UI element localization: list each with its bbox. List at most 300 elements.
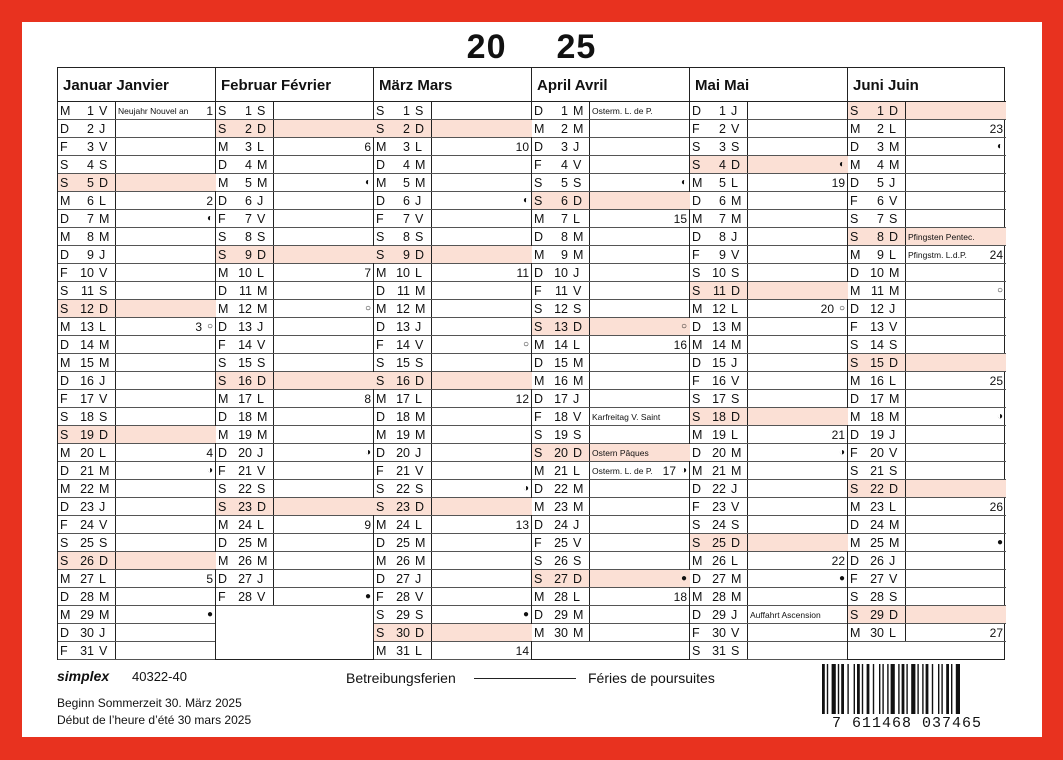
weekday-de: F xyxy=(534,536,542,550)
weekday-de: D xyxy=(692,356,702,370)
month-header: Mai Mai xyxy=(690,68,847,102)
day-row xyxy=(58,174,215,192)
weekday-de: F xyxy=(60,518,68,532)
weekday-de: M xyxy=(534,464,545,478)
day-cell xyxy=(58,624,115,641)
weekday-de: D xyxy=(60,464,70,478)
note-cell xyxy=(590,606,690,623)
day-cell xyxy=(848,390,905,407)
weekday-de: M xyxy=(850,158,861,172)
weekday-fr: S xyxy=(889,590,898,604)
weekday-de: S xyxy=(534,194,543,208)
weekday-fr: L xyxy=(99,194,106,208)
weekday-fr: L xyxy=(257,266,264,280)
day-number: 23 xyxy=(396,500,410,514)
weekday-fr: D xyxy=(573,572,583,586)
day-row xyxy=(58,606,215,624)
day-number: 20 xyxy=(712,446,726,460)
holiday-note: Neujahr Nouvel an xyxy=(118,106,189,116)
weekday-fr: L xyxy=(415,392,422,406)
note-cell xyxy=(274,138,374,155)
note-cell xyxy=(748,264,848,281)
day-row xyxy=(532,462,689,480)
moon-phase-icon: ◑ xyxy=(838,447,845,458)
day-number: 14 xyxy=(870,338,884,352)
day-number: 25 xyxy=(870,536,884,550)
weekday-fr: L xyxy=(415,644,422,658)
weekday-de: M xyxy=(60,572,71,586)
day-number: 16 xyxy=(396,374,410,388)
day-number: 6 xyxy=(561,194,568,208)
weekday-fr: D xyxy=(415,248,425,262)
note-cell xyxy=(748,444,848,461)
weekday-fr: J xyxy=(415,320,422,334)
note-cell xyxy=(590,246,690,263)
day-row xyxy=(374,426,531,444)
day-row xyxy=(532,588,689,606)
day-row xyxy=(216,210,373,228)
weekday-fr: S xyxy=(257,104,266,118)
day-number: 9 xyxy=(403,248,410,262)
day-number: 26 xyxy=(554,554,568,568)
day-cell xyxy=(58,264,115,281)
day-row xyxy=(374,588,531,606)
day-number: 19 xyxy=(712,428,726,442)
day-row xyxy=(216,534,373,552)
weekday-de: M xyxy=(534,338,545,352)
day-number: 27 xyxy=(396,572,410,586)
weekday-fr: D xyxy=(257,374,267,388)
weekday-de: D xyxy=(850,518,860,532)
note-cell xyxy=(906,570,1006,587)
day-row xyxy=(532,264,689,282)
note-cell xyxy=(590,498,690,515)
note-cell xyxy=(748,300,848,317)
note-cell xyxy=(116,462,216,479)
weekday-de: M xyxy=(534,590,545,604)
weekday-de: D xyxy=(534,482,544,496)
day-cell xyxy=(216,138,273,155)
day-row xyxy=(532,534,689,552)
note-cell xyxy=(748,336,848,353)
day-number: 12 xyxy=(396,302,410,316)
note-cell xyxy=(748,318,848,335)
weekday-fr: M xyxy=(573,482,584,496)
day-number: 2 xyxy=(403,122,410,136)
weekday-fr: J xyxy=(415,572,422,586)
moon-phase-icon: ○ xyxy=(206,321,213,332)
day-number: 4 xyxy=(403,158,410,172)
day-row xyxy=(374,102,531,120)
day-number: 12 xyxy=(80,302,94,316)
day-number: 12 xyxy=(238,302,252,316)
day-row xyxy=(216,264,373,282)
day-cell xyxy=(216,156,273,173)
day-cell xyxy=(374,642,431,659)
day-number: 30 xyxy=(554,626,568,640)
holiday-label-de: Betreibungsferien xyxy=(346,670,456,686)
note-cell xyxy=(906,408,1006,425)
note-cell xyxy=(590,300,690,317)
moon-phase-icon: ○ xyxy=(364,303,371,314)
day-cell xyxy=(216,570,273,587)
weekday-fr: L xyxy=(731,554,738,568)
note-cell xyxy=(432,228,532,245)
note-cell xyxy=(906,444,1006,461)
barcode-bar xyxy=(902,664,905,714)
day-row xyxy=(58,552,215,570)
day-number: 11 xyxy=(397,284,410,298)
note-cell xyxy=(906,138,1006,155)
day-cell xyxy=(216,264,273,281)
day-cell xyxy=(58,336,115,353)
day-number: 20 xyxy=(554,446,568,460)
weekday-fr: M xyxy=(731,446,742,460)
weekday-fr: S xyxy=(415,230,424,244)
day-row xyxy=(374,174,531,192)
day-cell xyxy=(374,354,431,371)
day-cell xyxy=(532,624,589,641)
article-number: 40322-40 xyxy=(132,669,187,684)
note-cell xyxy=(432,606,532,623)
weekday-de: M xyxy=(376,176,387,190)
day-cell xyxy=(848,570,905,587)
day-number: 13 xyxy=(554,320,568,334)
weekday-fr: J xyxy=(257,194,264,208)
barcode-bar xyxy=(827,664,828,714)
week-number: 2 xyxy=(206,194,213,208)
day-cell xyxy=(848,318,905,335)
note-cell xyxy=(274,498,374,515)
week-number: 16 xyxy=(673,338,687,352)
day-number: 20 xyxy=(80,446,94,460)
weekday-fr: L xyxy=(573,464,580,478)
weekday-fr: D xyxy=(573,320,583,334)
day-number: 27 xyxy=(80,572,94,586)
moon-phase-icon: ◐ xyxy=(364,177,371,188)
moon-phase-icon: ○ xyxy=(522,339,529,350)
note-cell xyxy=(432,624,532,641)
note-cell xyxy=(116,156,216,173)
day-cell xyxy=(58,174,115,191)
note-cell xyxy=(906,336,1006,353)
note-cell xyxy=(116,102,216,119)
day-number: 14 xyxy=(396,338,410,352)
day-row xyxy=(58,408,215,426)
day-number: 15 xyxy=(80,356,94,370)
weekday-de: S xyxy=(218,230,227,244)
day-row xyxy=(690,516,847,534)
note-cell xyxy=(432,408,532,425)
note-cell xyxy=(432,300,532,317)
day-row xyxy=(374,624,531,642)
weekday-fr: M xyxy=(573,626,584,640)
day-number: 9 xyxy=(245,248,252,262)
weekday-fr: V xyxy=(99,392,108,406)
note-cell xyxy=(274,444,374,461)
day-cell xyxy=(532,372,589,389)
weekday-de: M xyxy=(376,554,387,568)
note-cell xyxy=(906,552,1006,569)
week-number: 11 xyxy=(516,266,529,280)
weekday-de: D xyxy=(534,266,544,280)
day-number: 27 xyxy=(238,572,252,586)
weekday-de: S xyxy=(376,626,385,640)
note-cell xyxy=(432,318,532,335)
day-number: 8 xyxy=(87,230,94,244)
weekday-de: D xyxy=(218,158,228,172)
day-cell xyxy=(374,138,431,155)
day-cell xyxy=(374,120,431,137)
weekday-de: S xyxy=(692,266,701,280)
day-number: 24 xyxy=(396,518,410,532)
weekday-fr: V xyxy=(573,410,582,424)
day-number: 8 xyxy=(245,230,252,244)
weekday-de: M xyxy=(692,464,703,478)
weekday-de: S xyxy=(850,464,859,478)
weekday-de: M xyxy=(218,302,229,316)
weekday-de: D xyxy=(376,194,386,208)
day-row xyxy=(374,228,531,246)
note-cell xyxy=(906,282,1006,299)
weekday-de: S xyxy=(850,104,859,118)
weekday-fr: V xyxy=(99,266,108,280)
weekday-fr: S xyxy=(731,266,740,280)
year-right: 25 xyxy=(556,28,597,66)
day-cell xyxy=(58,192,115,209)
weekday-fr: M xyxy=(889,266,900,280)
note-cell xyxy=(906,534,1006,551)
weekday-fr: S xyxy=(257,356,266,370)
day-row xyxy=(690,354,847,372)
barcode-bar xyxy=(862,664,863,714)
weekday-de: M xyxy=(218,518,229,532)
note-cell xyxy=(116,246,216,263)
day-row xyxy=(58,444,215,462)
day-cell xyxy=(216,174,273,191)
day-number: 10 xyxy=(712,266,726,280)
day-number: 28 xyxy=(712,590,726,604)
weekday-fr: M xyxy=(731,572,742,586)
day-cell xyxy=(374,408,431,425)
day-cell xyxy=(58,588,115,605)
note-cell xyxy=(590,516,690,533)
note-cell xyxy=(432,102,532,119)
day-cell xyxy=(58,570,115,587)
day-row xyxy=(848,552,1006,570)
weekday-de: F xyxy=(850,320,858,334)
day-number: 19 xyxy=(396,428,410,442)
day-row xyxy=(374,264,531,282)
day-row xyxy=(690,588,847,606)
weekday-fr: S xyxy=(257,482,266,496)
barcode-bar xyxy=(938,664,939,714)
weekday-de: D xyxy=(218,320,228,334)
note-cell xyxy=(432,570,532,587)
weekday-fr: L xyxy=(889,500,896,514)
weekday-de: S xyxy=(692,158,701,172)
day-cell xyxy=(690,588,747,605)
weekday-de: D xyxy=(850,392,860,406)
note-cell xyxy=(116,480,216,497)
weekday-fr: S xyxy=(99,410,108,424)
dst-note-fr: Début de l’heure d’été 30 mars 2025 xyxy=(57,713,252,727)
weekday-de: D xyxy=(850,266,860,280)
note-cell xyxy=(432,552,532,569)
note-cell xyxy=(748,426,848,443)
weekday-de: D xyxy=(218,410,228,424)
note-cell xyxy=(274,210,374,227)
note-cell xyxy=(116,138,216,155)
day-number: 1 xyxy=(87,104,94,118)
day-number: 14 xyxy=(712,338,726,352)
weekday-fr: S xyxy=(889,464,898,478)
day-number: 8 xyxy=(877,230,884,244)
day-cell xyxy=(58,102,115,119)
weekday-de: S xyxy=(376,500,385,514)
weekday-de: D xyxy=(218,572,228,586)
moon-phase-icon: ● xyxy=(522,609,529,620)
note-cell xyxy=(748,210,848,227)
barcode-bar xyxy=(841,664,844,714)
note-cell xyxy=(432,282,532,299)
moon-phase-icon: ● xyxy=(364,591,371,602)
note-cell xyxy=(590,228,690,245)
day-number: 3 xyxy=(245,140,252,154)
weekday-fr: V xyxy=(889,194,898,208)
day-cell xyxy=(532,156,589,173)
brand-logo: simplex xyxy=(57,668,110,684)
barcode-bar xyxy=(922,664,923,714)
day-cell xyxy=(58,300,115,317)
week-number: 15 xyxy=(673,212,687,226)
note-cell xyxy=(590,570,690,587)
moon-phase-icon: ○ xyxy=(680,321,687,332)
weekday-de: S xyxy=(60,302,69,316)
day-row xyxy=(58,264,215,282)
note-cell xyxy=(116,282,216,299)
day-cell xyxy=(532,318,589,335)
note-cell xyxy=(906,480,1006,497)
weekday-de: M xyxy=(376,140,387,154)
day-number: 21 xyxy=(396,464,410,478)
day-number: 20 xyxy=(870,446,884,460)
weekday-de: F xyxy=(850,572,858,586)
day-row xyxy=(58,534,215,552)
day-cell xyxy=(690,498,747,515)
weekday-fr: M xyxy=(889,392,900,406)
weekday-de: F xyxy=(218,212,226,226)
day-number: 13 xyxy=(396,320,410,334)
weekday-de: M xyxy=(60,194,71,208)
weekday-fr: J xyxy=(99,248,106,262)
day-row xyxy=(848,336,1006,354)
weekday-de: M xyxy=(60,104,71,118)
weekday-fr: S xyxy=(257,230,266,244)
note-cell xyxy=(116,408,216,425)
weekday-fr: M xyxy=(731,320,742,334)
weekday-de: S xyxy=(534,302,543,316)
barcode-bar xyxy=(932,664,933,714)
note-cell xyxy=(748,192,848,209)
barcode-bar xyxy=(854,664,855,714)
month-header: April Avril xyxy=(532,68,689,102)
weekday-fr: L xyxy=(573,590,580,604)
note-cell xyxy=(432,192,532,209)
day-row xyxy=(58,192,215,210)
day-number: 18 xyxy=(396,410,410,424)
weekday-fr: M xyxy=(415,536,426,550)
day-row xyxy=(848,498,1006,516)
day-cell xyxy=(58,408,115,425)
week-number: 26 xyxy=(989,500,1003,514)
weekday-fr: D xyxy=(257,500,267,514)
day-number: 31 xyxy=(80,644,94,658)
day-row xyxy=(58,138,215,156)
day-cell xyxy=(690,390,747,407)
weekday-de: M xyxy=(692,590,703,604)
note-cell xyxy=(906,318,1006,335)
day-row xyxy=(216,588,373,606)
moon-phase-icon: ○ xyxy=(838,303,845,314)
barcode xyxy=(820,664,1000,714)
day-row xyxy=(848,318,1006,336)
weekday-fr: D xyxy=(415,626,425,640)
weekday-de: S xyxy=(218,500,227,514)
day-row xyxy=(848,210,1006,228)
week-number: 10 xyxy=(515,140,529,154)
day-number: 14 xyxy=(80,338,94,352)
week-number: 25 xyxy=(989,374,1003,388)
weekday-fr: M xyxy=(889,284,900,298)
day-row xyxy=(216,156,373,174)
day-number: 1 xyxy=(561,104,568,118)
day-cell xyxy=(848,354,905,371)
day-number: 9 xyxy=(561,248,568,262)
day-row xyxy=(532,246,689,264)
note-cell xyxy=(274,102,374,119)
day-row xyxy=(216,516,373,534)
week-number: 5 xyxy=(206,572,213,586)
day-number: 10 xyxy=(554,266,568,280)
day-row xyxy=(532,408,689,426)
day-row xyxy=(58,246,215,264)
day-row xyxy=(216,444,373,462)
weekday-de: S xyxy=(692,284,701,298)
note-cell xyxy=(590,102,690,119)
weekday-fr: V xyxy=(99,644,108,658)
day-cell xyxy=(848,408,905,425)
day-row xyxy=(848,624,1006,642)
weekday-de: S xyxy=(534,446,543,460)
weekday-fr: M xyxy=(257,158,268,172)
day-cell xyxy=(532,480,589,497)
note-cell xyxy=(748,174,848,191)
day-cell xyxy=(216,534,273,551)
week-number: 14 xyxy=(515,644,529,658)
weekday-de: D xyxy=(850,140,860,154)
day-row xyxy=(690,102,847,120)
day-row xyxy=(374,480,531,498)
weekday-de: S xyxy=(218,482,227,496)
day-row xyxy=(690,336,847,354)
weekday-de: S xyxy=(60,284,69,298)
weekday-fr: S xyxy=(889,212,898,226)
day-cell xyxy=(216,480,273,497)
day-row xyxy=(690,174,847,192)
weekday-fr: D xyxy=(573,194,583,208)
day-row xyxy=(374,120,531,138)
